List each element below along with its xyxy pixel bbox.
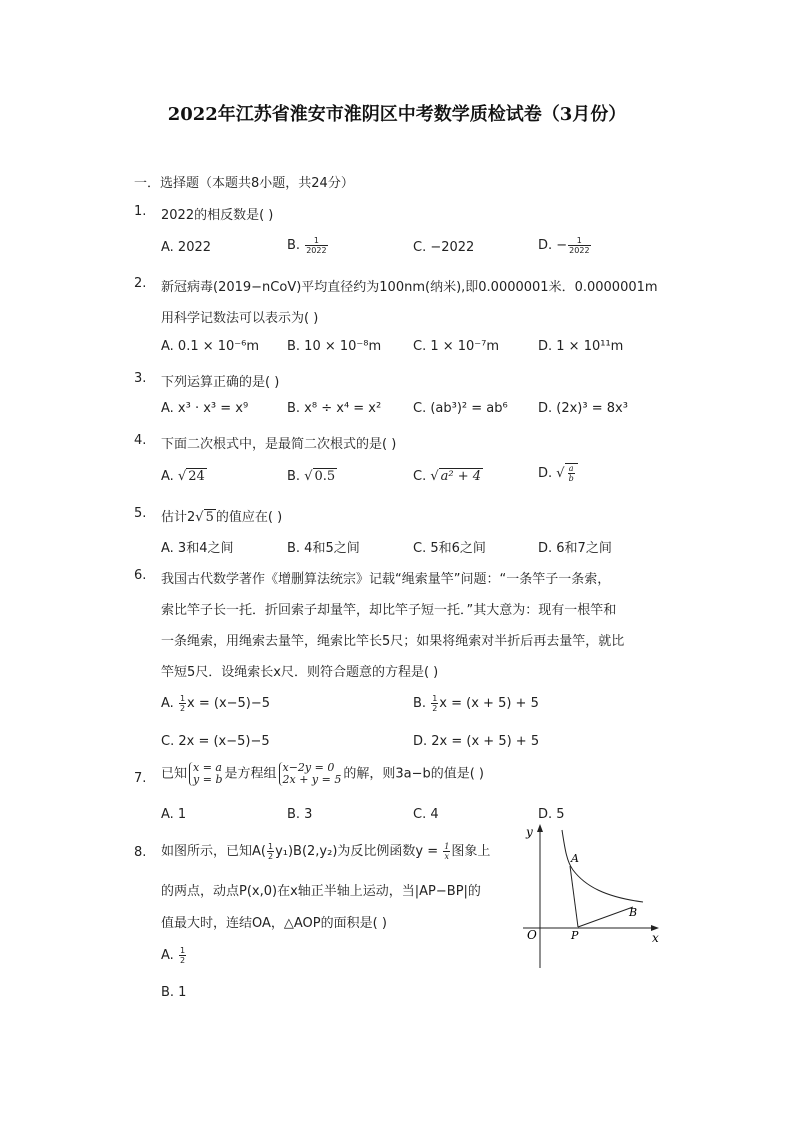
q5-option-d: D. 6和7之间 <box>538 541 612 556</box>
question-1-number: 1. <box>134 204 147 219</box>
q2-option-b: B. 10 × 10⁻⁸m <box>287 339 382 354</box>
question-3-number: 3. <box>134 371 147 386</box>
q3-option-c: C. (ab³)² = ab⁶ <box>413 401 508 416</box>
q6-option-d: D. 2x = (x + 5) + 5 <box>413 734 540 749</box>
q1-option-d: D. − $\frac{1}{2022}$ <box>538 236 590 255</box>
origin-label: O <box>527 928 537 942</box>
q7-option-b: B. 3 <box>287 807 313 822</box>
q5-option-c: C. 5和6之间 <box>413 541 486 556</box>
question-8-line1: 如图所示，已知A( $\frac{1}{2}$ y₁)B(2,y₂)为反比例函数y = $\frac{1}{x}$ 图象上 <box>161 842 491 861</box>
question-5-text: 估计2√ 5 的值应在( ) <box>161 510 283 525</box>
q8-option-b: B. 1 <box>161 985 187 1000</box>
question-1-text: 2022的相反数是( ) <box>161 208 274 223</box>
question-6-number: 6. <box>134 568 147 583</box>
page-title: 2022年江苏省淮安市淮阴区中考数学质检试卷（3月份） <box>167 104 627 125</box>
question-8-line2: 的两点，动点P(x,0)在x轴正半轴上运动，当|AP−BP|的 <box>161 884 481 899</box>
y-axis-arrow <box>537 824 543 832</box>
q4-option-a: A. √ 24 <box>161 469 205 484</box>
point-p-label: P <box>571 929 579 942</box>
q6-option-c: C. 2x = (x−5)−5 <box>161 734 270 749</box>
q6-option-b: B. $\frac{1}{2}$ x = (x + 5) + 5 <box>413 694 539 713</box>
q1-option-b: B. $\frac{1}{2022}$ <box>287 236 327 255</box>
question-6-line4: 竿短5尺．设绳索长x尺．则符合题意的方程是( ) <box>161 665 439 680</box>
q1-option-a: A. 2022 <box>161 240 212 255</box>
q3-option-d: D. (2x)³ = 8x³ <box>538 401 628 416</box>
question-6-line3: 一条绳索，用绳索去量竿，绳索比竿长5尺；如果将绳索对半折后再去量竿，就比 <box>161 634 625 649</box>
question-6-line2: 索比竿子长一托．折回索子却量竿，却比竿子短一托．”其大意为：现有一根竿和 <box>161 603 617 618</box>
question-2-number: 2. <box>134 276 147 291</box>
question-2-line2: 用科学记数法可以表示为( ) <box>161 311 319 326</box>
q7-option-c: C. 4 <box>413 807 439 822</box>
q4-option-c: C. √ a² + 4 <box>413 469 482 484</box>
y-axis-label: y <box>526 825 533 839</box>
inverse-function-curve <box>562 830 643 902</box>
q7-option-a: A. 1 <box>161 807 187 822</box>
q2-option-d: D. 1 × 10¹¹m <box>538 339 624 354</box>
q4-option-b: B. √ 0.5 <box>287 469 336 484</box>
q2-option-a: A. 0.1 × 10⁻⁶m <box>161 339 260 354</box>
question-6-line1: 我国古代数学著作《增删算法统宗》记载“绳索量竿”问题：“一条竿子一条索， <box>161 572 611 587</box>
q8-option-a: A. $\frac{1}{2}$ <box>161 946 186 965</box>
q3-option-a: A. x³ · x³ = x⁹ <box>161 401 249 416</box>
question-4-text: 下面二次根式中，是最简二次根式的是( ) <box>161 437 397 452</box>
segment-bp <box>578 907 633 927</box>
q2-option-c: C. 1 × 10⁻⁷m <box>413 339 500 354</box>
question-7-text: 已知 x = a y = b 是方程组 x−2y = 0 2x + y = 5 的解，则3a−b的值是( ) <box>161 761 485 786</box>
q8-figure <box>515 822 665 972</box>
question-2-line1: 新冠病毒(2019−nCoV)平均直径约为100nm(纳米),即0.0000001米．0.0000001m <box>161 280 658 295</box>
q7-option-d: D. 5 <box>538 807 565 822</box>
x-axis-label: x <box>652 931 659 945</box>
q6-option-a: A. $\frac{1}{2}$ x = (x−5)−5 <box>161 694 271 713</box>
q4-option-d: D. √ $\frac{a}{b}$ <box>538 463 578 483</box>
question-7-number: 7. <box>134 771 147 786</box>
section-heading: 一．选择题（本题共8小题，共24分） <box>134 176 354 191</box>
q1-option-c: C. −2022 <box>413 240 475 255</box>
question-5-number: 5. <box>134 506 147 521</box>
q3-option-b: B. x⁸ ÷ x⁴ = x² <box>287 401 382 416</box>
question-4-number: 4. <box>134 433 147 448</box>
q5-option-a: A. 3和4之间 <box>161 541 234 556</box>
question-8-line3: 值最大时，连结OA，△AOP的面积是( ) <box>161 916 387 931</box>
point-a-label: A <box>571 852 579 865</box>
question-8-number: 8. <box>134 845 147 860</box>
question-3-text: 下列运算正确的是( ) <box>161 375 280 390</box>
point-b-label: B <box>629 906 638 919</box>
q5-option-b: B. 4和5之间 <box>287 541 360 556</box>
